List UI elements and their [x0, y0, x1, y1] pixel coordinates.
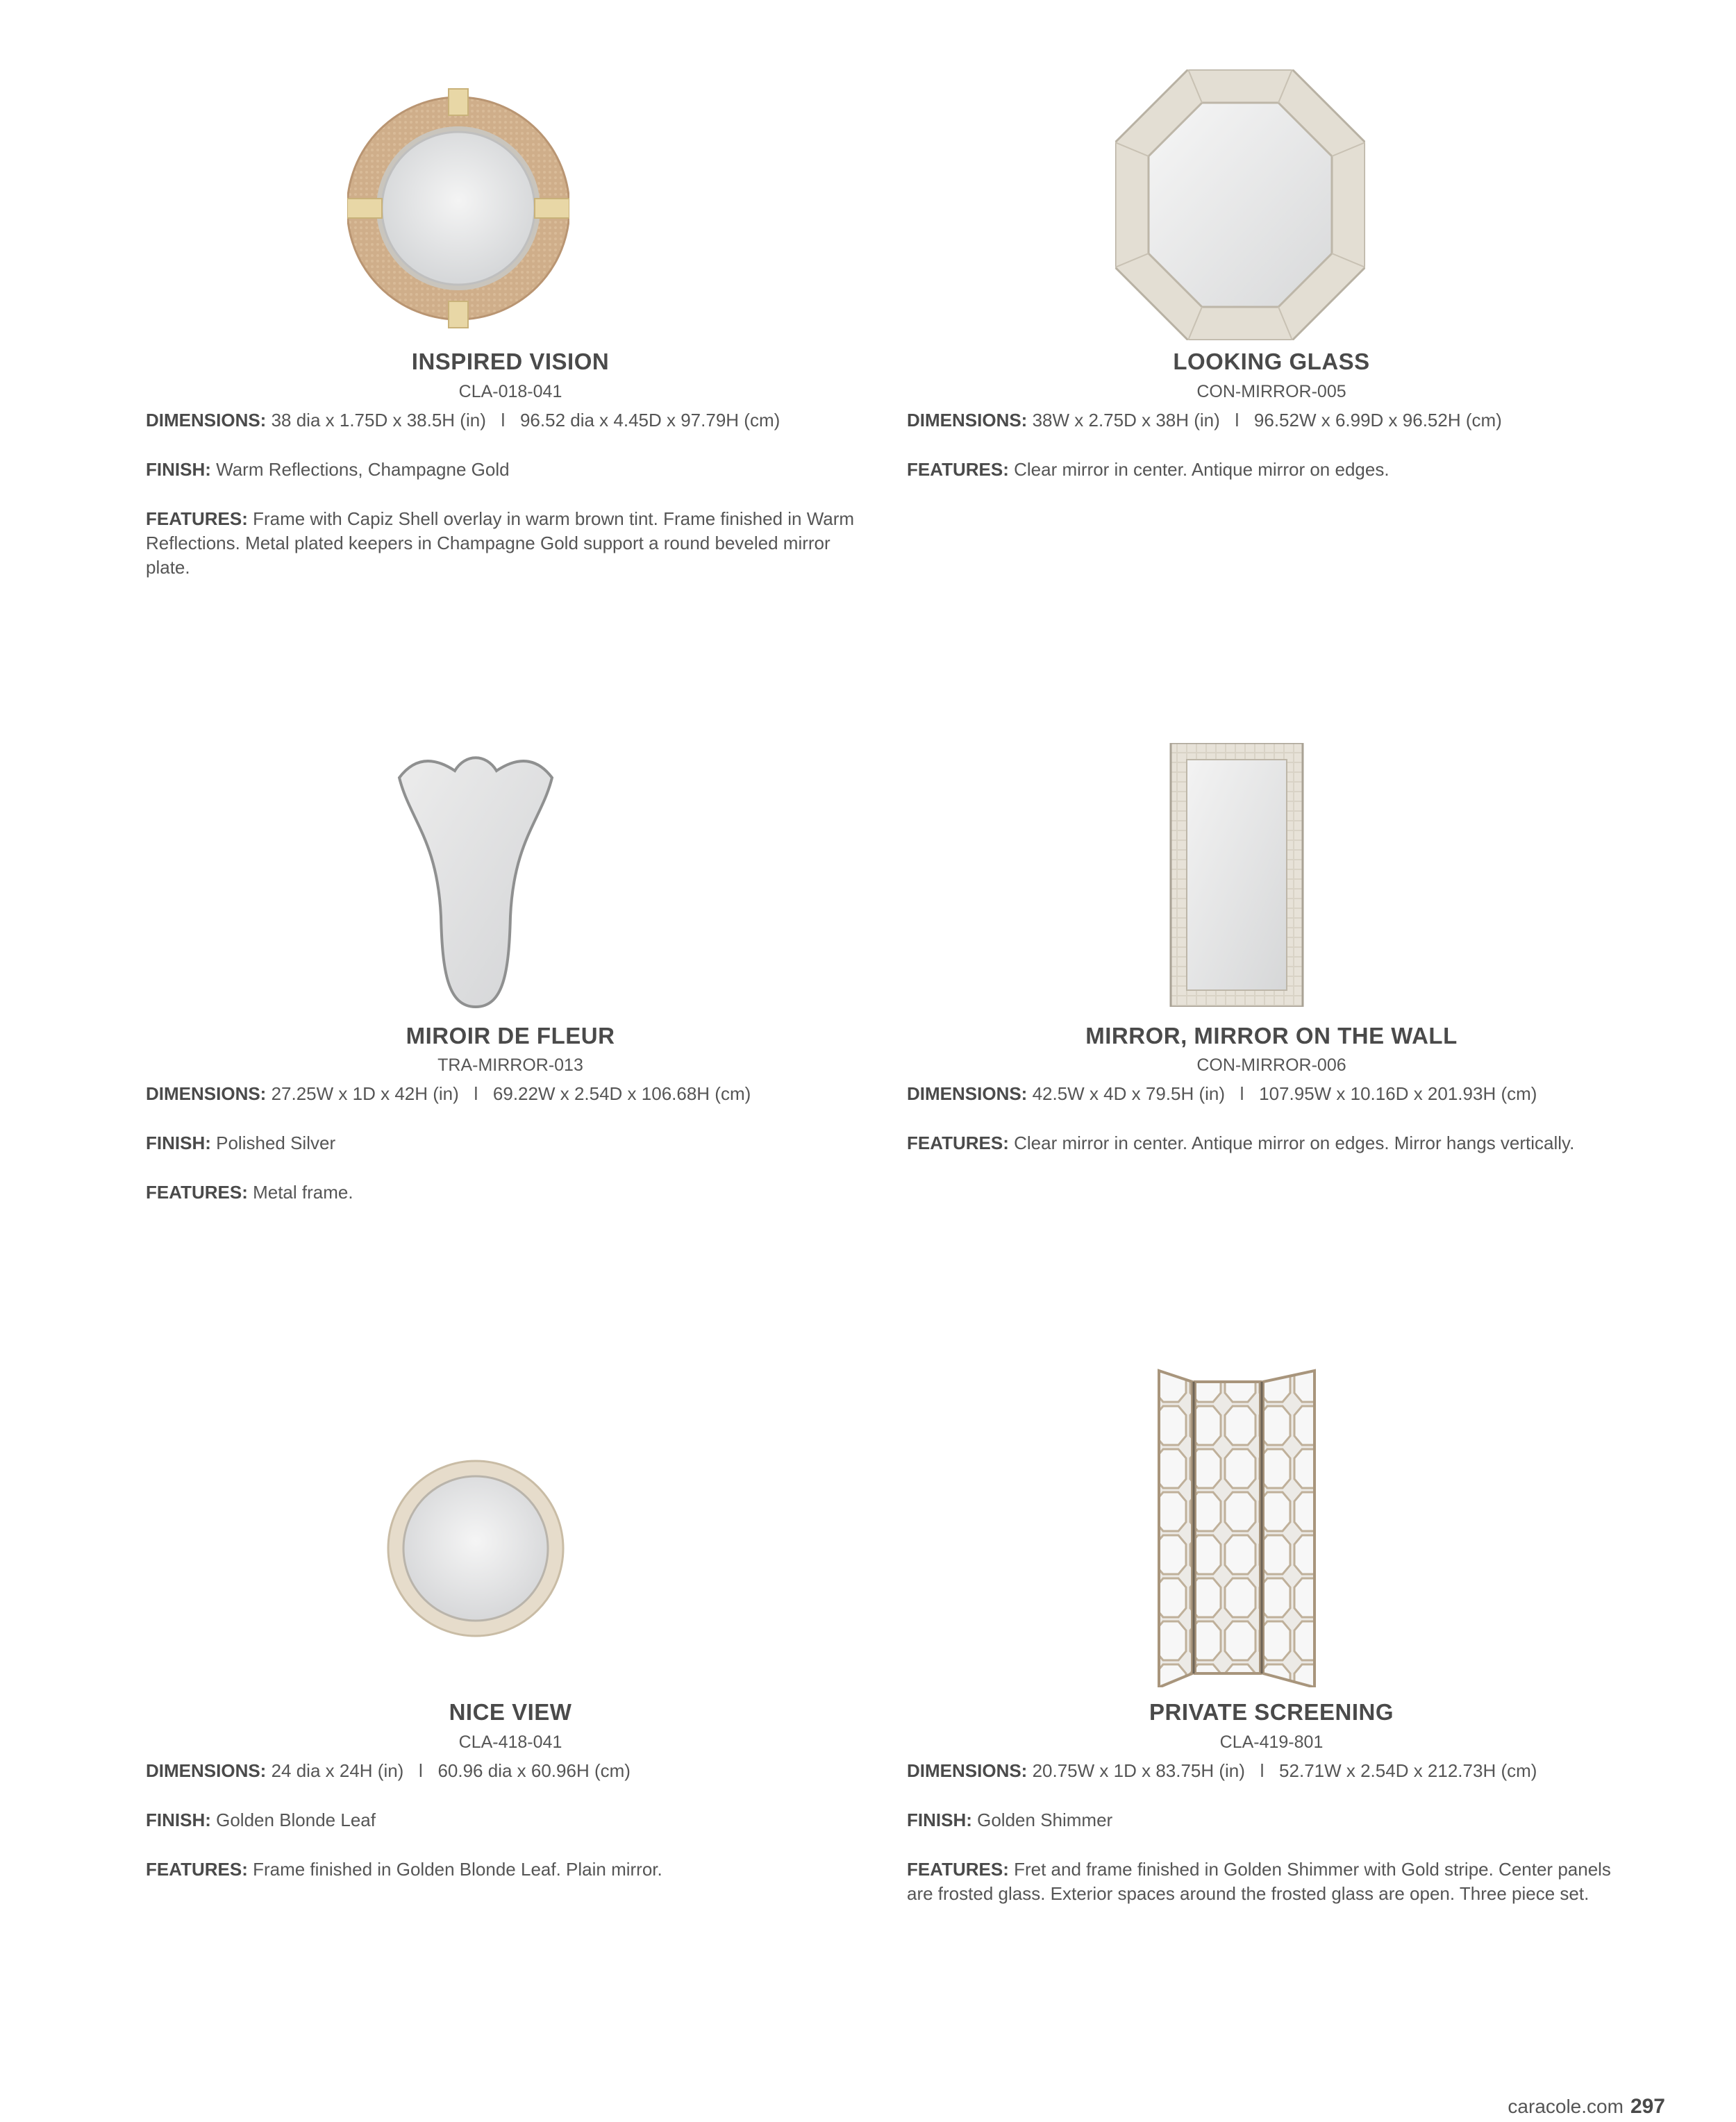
features-label: FEATURES:: [146, 1182, 248, 1203]
product-specs: [907, 1082, 1622, 1180]
product-sku: CLA-418-041: [458, 1732, 562, 1752]
product-sku: CLA-419-801: [1219, 1732, 1324, 1752]
dimensions-row: [146, 408, 861, 433]
features-label: FEATURES:: [907, 1859, 1009, 1880]
dimensions-label: DIMENSIONS:: [146, 1083, 267, 1104]
product-sku: CLA-018-041: [458, 382, 562, 401]
finish-row: [146, 458, 861, 482]
octagon-mirror-image: [1115, 69, 1365, 340]
round-capiz-mirror-image: [347, 69, 569, 347]
product-sku: CON-MIRROR-005: [1196, 382, 1346, 401]
page-footer: [1508, 2095, 1665, 2119]
dimensions-row: [907, 1082, 1622, 1106]
finish-row: [907, 1808, 1622, 1832]
finish-label: FINISH:: [907, 1810, 972, 1830]
product-inspired-vision: [146, 69, 875, 597]
dimensions-row: [146, 1759, 861, 1783]
product-name: INSPIRED VISION: [411, 349, 610, 374]
features-row: [146, 1180, 861, 1205]
dimensions-value: 38W x 2.75D x 38H (in) l 96.52W x 6.99D x 96.52H (cm): [1032, 410, 1502, 431]
dimensions-row: [146, 1082, 861, 1106]
finish-row: [146, 1808, 861, 1832]
features-value: Fret and frame finished in Golden Shimmer with Gold stripe. Center panels are frosted glass. Exterior spaces around the frosted glass are open. Three piece set.: [907, 1859, 1611, 1904]
folding-screen-image: [1153, 1361, 1320, 1687]
tulip-mirror-image: [392, 750, 559, 1014]
product-specs: [907, 1759, 1622, 1931]
dimensions-label: DIMENSIONS:: [907, 1760, 1028, 1781]
features-row: [907, 1131, 1622, 1155]
dimensions-value: 42.5W x 4D x 79.5H (in) l 107.95W x 10.16D x 201.93H (cm): [1032, 1083, 1537, 1104]
finish-value: Polished Silver: [216, 1133, 336, 1153]
product-specs: [146, 408, 861, 605]
features-value: Clear mirror in center. Antique mirror on edges.: [1014, 459, 1389, 480]
finish-value: Golden Blonde Leaf: [216, 1810, 376, 1830]
features-value: Frame with Capiz Shell overlay in warm brown tint. Frame finished in Warm Reflections. Metal plated keepers in Champagne Gold support a round beveled mirror plate.: [146, 508, 855, 578]
website-link[interactable]: caracole.com: [1508, 2096, 1624, 2117]
features-label: FEATURES:: [907, 1133, 1009, 1153]
features-row: [907, 1857, 1622, 1906]
features-label: FEATURES:: [146, 1859, 248, 1880]
features-row: [146, 1857, 861, 1882]
product-sku: TRA-MIRROR-013: [437, 1055, 583, 1075]
product-name: LOOKING GLASS: [1173, 349, 1370, 374]
product-sku: CON-MIRROR-006: [1196, 1055, 1346, 1075]
finish-value: Golden Shimmer: [977, 1810, 1113, 1830]
product-private-screening: [907, 1354, 1636, 1951]
features-value: Frame finished in Golden Blonde Leaf. Plain mirror.: [253, 1859, 662, 1880]
small-round-mirror-image: [385, 1458, 566, 1639]
features-value: Clear mirror in center. Antique mirror on edges. Mirror hangs vertically.: [1014, 1133, 1575, 1153]
dimensions-value: 27.25W x 1D x 42H (in) l 69.22W x 2.54D x 106.68H (cm): [271, 1083, 751, 1104]
features-row: [907, 458, 1622, 482]
product-name: PRIVATE SCREENING: [1149, 1699, 1394, 1725]
features-row: [146, 507, 861, 580]
dimensions-row: [907, 408, 1622, 433]
finish-row: [146, 1131, 861, 1155]
dimensions-value: 24 dia x 24H (in) l 60.96 dia x 60.96H (cm): [271, 1760, 631, 1781]
features-value: Metal frame.: [253, 1182, 353, 1203]
page-number: 297: [1630, 2095, 1665, 2118]
dimensions-row: [907, 1759, 1622, 1783]
product-nice-view: [146, 1458, 875, 1958]
product-specs: [907, 408, 1622, 507]
finish-value: Warm Reflections, Champagne Gold: [216, 459, 510, 480]
dimensions-label: DIMENSIONS:: [146, 410, 267, 431]
finish-label: FINISH:: [146, 1810, 211, 1830]
dimensions-label: DIMENSIONS:: [907, 410, 1028, 431]
product-name: MIROIR DE FLEUR: [406, 1023, 615, 1049]
product-specs: [146, 1759, 861, 1907]
features-label: FEATURES:: [146, 508, 248, 529]
product-specs: [146, 1082, 861, 1230]
product-looking-glass: [907, 69, 1636, 597]
dimensions-label: DIMENSIONS:: [907, 1083, 1028, 1104]
tall-rectangular-mirror-image: [1167, 743, 1306, 1007]
product-name: MIRROR, MIRROR ON THE WALL: [1085, 1023, 1458, 1049]
finish-label: FINISH:: [146, 459, 211, 480]
features-label: FEATURES:: [907, 459, 1009, 480]
dimensions-value: 20.75W x 1D x 83.75H (in) l 52.71W x 2.54D x 212.73H (cm): [1032, 1760, 1537, 1781]
product-name: NICE VIEW: [449, 1699, 572, 1725]
dimensions-label: DIMENSIONS:: [146, 1760, 267, 1781]
finish-label: FINISH:: [146, 1133, 211, 1153]
dimensions-value: 38 dia x 1.75D x 38.5H (in) l 96.52 dia x 4.45D x 97.79H (cm): [271, 410, 781, 431]
product-miroir-de-fleur: [146, 743, 875, 1243]
product-mirror-mirror-on-the-wall: [907, 743, 1636, 1243]
